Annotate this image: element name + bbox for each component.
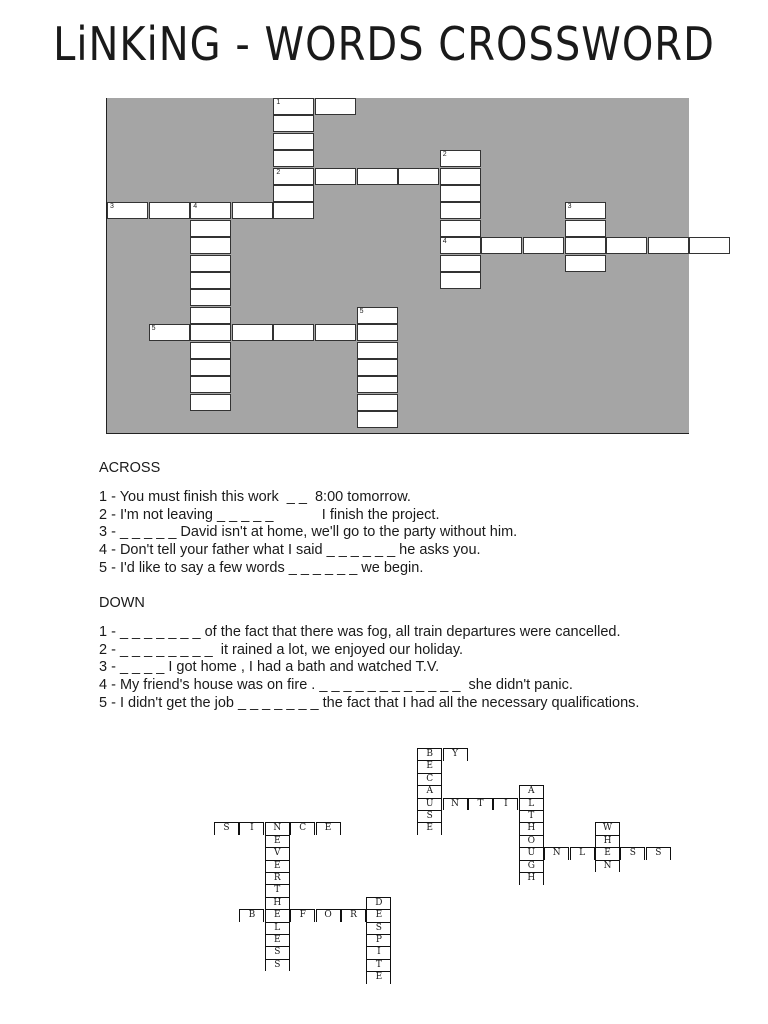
page-title: LiNKiNG - WORDS CROSSWORD	[53, 18, 715, 72]
answer-letter: E	[265, 934, 290, 947]
answer-letter: L	[519, 798, 544, 811]
down-clue: 3 - _ _ _ _ I got home , I had a bath and watched T.V.	[99, 659, 440, 676]
answer-letter: S	[366, 922, 391, 935]
answer-letter: E	[265, 909, 290, 922]
answer-letter: U	[417, 798, 442, 811]
answer-letter: N	[544, 847, 569, 860]
answer-letter: U	[519, 847, 544, 860]
answer-letter: O	[316, 909, 341, 922]
answer-letter: H	[519, 822, 544, 835]
answer-letter: I	[239, 822, 264, 835]
answer-letter: F	[290, 909, 315, 922]
across-clue: 2 - I'm not leaving _ _ _ _ _ I finish the project.	[99, 506, 440, 523]
answer-letter: W	[595, 822, 620, 835]
answer-letter: C	[290, 822, 315, 835]
clue-number: 3	[110, 203, 114, 211]
down-clue: 5 - I didn't get the job _ _ _ _ _ _ _ the fact that I had all the necessary qualifications.	[99, 694, 640, 711]
down-clue: 2 - _ _ _ _ _ _ _ _ it rained a lot, we enjoyed our holiday.	[99, 641, 464, 658]
answer-letter: L	[570, 847, 595, 860]
answer-letter: Y	[443, 748, 468, 761]
answer-letter: S	[646, 847, 671, 860]
answer-letter: D	[366, 897, 391, 910]
answer-letter: N	[595, 860, 620, 873]
across-clue: 1 - You must finish this work _ _ 8:00 tomorrow.	[99, 488, 411, 505]
answer-letter: E	[417, 822, 442, 835]
answer-letter: T	[468, 798, 493, 811]
clue-number: 4	[442, 238, 447, 246]
answer-letter: T	[366, 959, 391, 972]
answer-letter: S	[214, 822, 239, 835]
answer-letter: C	[417, 773, 442, 786]
answer-letter: S	[417, 810, 442, 823]
answer-letter: S	[265, 946, 290, 959]
answer-letter: E	[265, 860, 290, 873]
answer-letter: S	[620, 847, 645, 860]
answer-letter: S	[265, 959, 290, 972]
answer-letter: E	[366, 971, 391, 984]
across-clue: 3 - _ _ _ _ _ David isn't at home, we'll go to the party without him.	[99, 524, 518, 541]
answer-letter: E	[417, 760, 442, 773]
answer-letter: E	[595, 847, 620, 860]
down-clue: 1 - _ _ _ _ _ _ _ of the fact that there was fog, all train departures were cancelled.	[99, 623, 621, 640]
answer-letter: E	[316, 822, 341, 835]
clue-number: 5	[151, 325, 156, 333]
across-clue: 5 - I'd like to say a few words _ _ _ _ _ _ we begin.	[99, 559, 424, 576]
down-heading: DOWN	[99, 595, 145, 611]
clue-number: 2	[276, 168, 281, 176]
across-heading: ACROSS	[99, 460, 161, 476]
down-clue: 4 - My friend's house was on fire . _ _ _ _ _ _ _ _ _ _ _ _ she didn't panic.	[99, 677, 573, 694]
across-clue: 4 - Don't tell your father what I said _ _ _ _ _ _ he asks you.	[99, 542, 481, 559]
answer-letter: G	[519, 860, 544, 873]
clue-number: 4	[193, 203, 198, 211]
answer-letter: A	[519, 785, 544, 798]
clue-number: 3	[567, 203, 572, 211]
clue-number: 5	[359, 307, 364, 315]
answer-letter: T	[265, 884, 290, 897]
answer-letter: E	[265, 835, 290, 848]
answer-letter: H	[519, 872, 544, 885]
answer-letter: I	[493, 798, 518, 811]
answer-letter: R	[341, 909, 366, 922]
answer-letter: E	[366, 909, 391, 922]
answer-letter: H	[595, 835, 620, 848]
answer-letter: A	[417, 785, 442, 798]
answer-letter: B	[417, 748, 442, 761]
answer-letter: V	[265, 847, 290, 860]
answer-letter: I	[366, 946, 391, 959]
answer-letter: B	[239, 909, 264, 922]
answer-letter: O	[519, 835, 544, 848]
answer-letter: H	[265, 897, 290, 910]
clue-number: 1	[276, 99, 281, 106]
answer-letter: P	[366, 934, 391, 947]
answer-letter: N	[443, 798, 468, 811]
answer-letter: T	[519, 810, 544, 823]
answer-letter: L	[265, 922, 290, 935]
clue-number: 2	[442, 151, 447, 159]
answer-letter: N	[265, 822, 290, 835]
answer-letter: R	[265, 872, 290, 885]
